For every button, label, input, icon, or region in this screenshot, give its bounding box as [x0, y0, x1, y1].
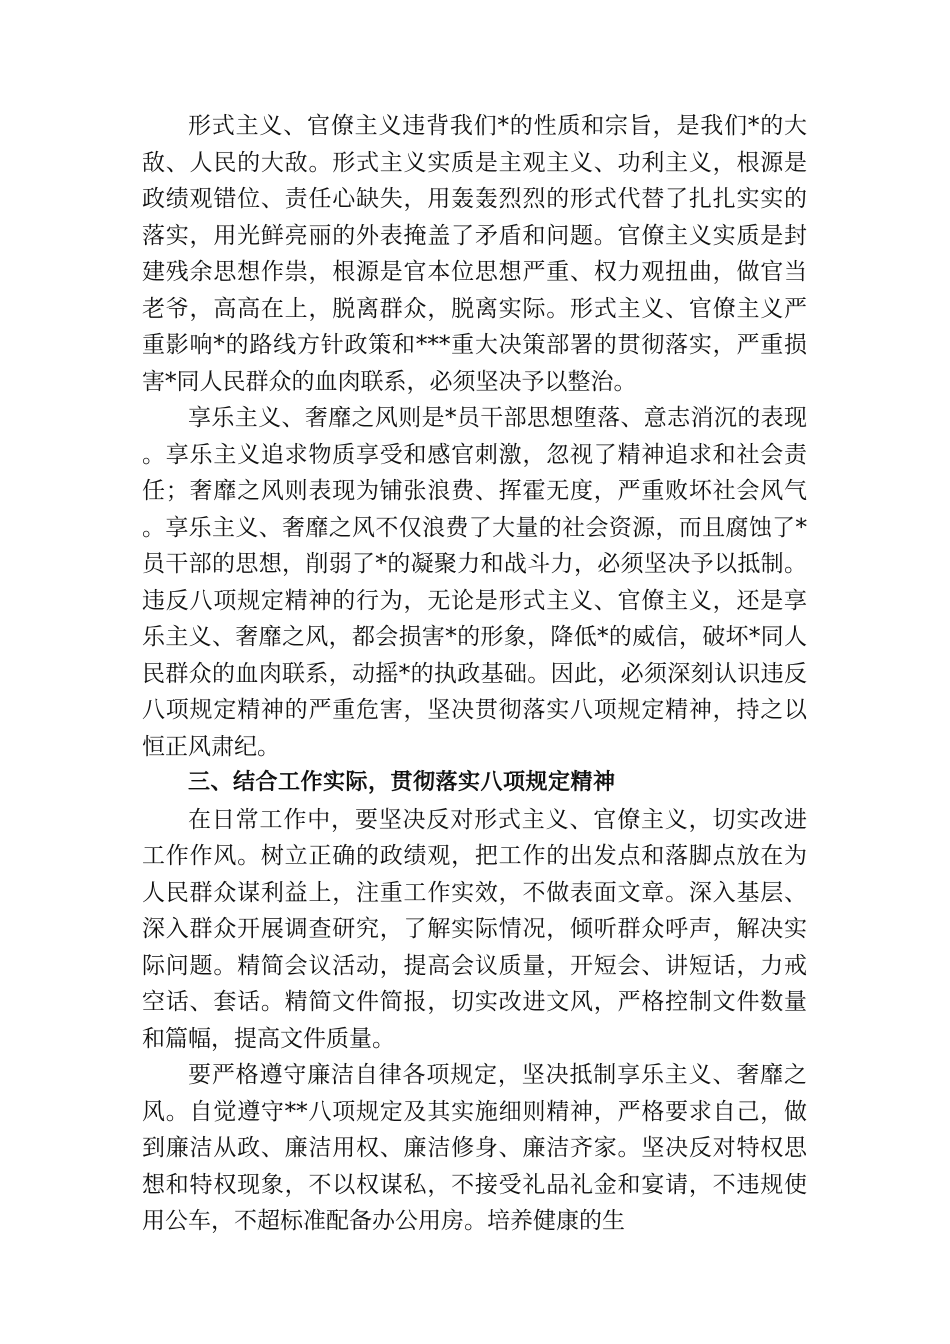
paragraph-hedonism-extravagance: 享乐主义、奢靡之风则是*员干部思想堕落、意志消沉的表现。享乐主义追求物质享受和感官刺激，忽视了精神追求和社会责任；奢靡之风则表现为铺张浪费、挥霍无度，严重败坏社会风气。享乐主义、奢靡之风不仅浪费了大量的社会资源，而且腐蚀了*员干部的思想，削弱了*的凝聚力和战斗力，必须坚决予以抵制。违反八项规定精神的行为，无论是形式主义、官僚主义，还是享乐主义、奢靡之风，都会损害*的形象，降低*的威信，破坏*同人民群众的血肉联系，动摇*的执政基础。因此，必须深刻认识违反八项规定精神的严重危害，坚决贯彻落实八项规定精神，持之以恒正风肃纪。 [142, 405, 807, 760]
paragraph-formalism-bureaucratism: 形式主义、官僚主义违背我们*的性质和宗旨，是我们*的大敌、人民的大敌。形式主义实质是主观主义、功利主义，根源是政绩观错位、责任心缺失，用轰轰烈烈的形式代替了扎扎实实的落实，用光鲜亮丽的外表掩盖了矛盾和问题。官僚主义实质是封建残余思想作祟，根源是官本位思想严重、权力观扭曲，做官当老爷，高高在上，脱离群众，脱离实际。形式主义、官僚主义严重影响*的路线方针政策和***重大决策部署的贯彻落实，严重损害*同人民群众的血肉联系，必须坚决予以整治。 [142, 113, 807, 395]
document-page [142, 108, 807, 1240]
paragraph-integrity: 要严格遵守廉洁自律各项规定，坚决抵制享乐主义、奢靡之风。自觉遵守**八项规定及其实施细则精神，严格要求自己，做到廉洁从政、廉洁用权、廉洁修身、廉洁齐家。坚决反对特权思想和特权现象，不以权谋私，不接受礼品礼金和宴请，不违规使用公车，不超标准配备办公用房。培养健康的生 [142, 1062, 807, 1234]
paragraph-work-style: 在日常工作中，要坚决反对形式主义、官僚主义，切实改进工作作风。树立正确的政绩观，把工作的出发点和落脚点放在为人民群众谋利益上，注重工作实效，不做表面文章。深入基层、深入群众开展调查研究，了解实际情况，倾听群众呼声，解决实际问题。精简会议活动，提高会议质量，开短会、讲短话，力戒空话、套话。精简文件简报，切实改进文风，严格控制文件数量和篇幅，提高文件质量。 [142, 806, 807, 1052]
section-heading: 三、结合工作实际，贯彻落实八项规定精神 [188, 770, 616, 795]
